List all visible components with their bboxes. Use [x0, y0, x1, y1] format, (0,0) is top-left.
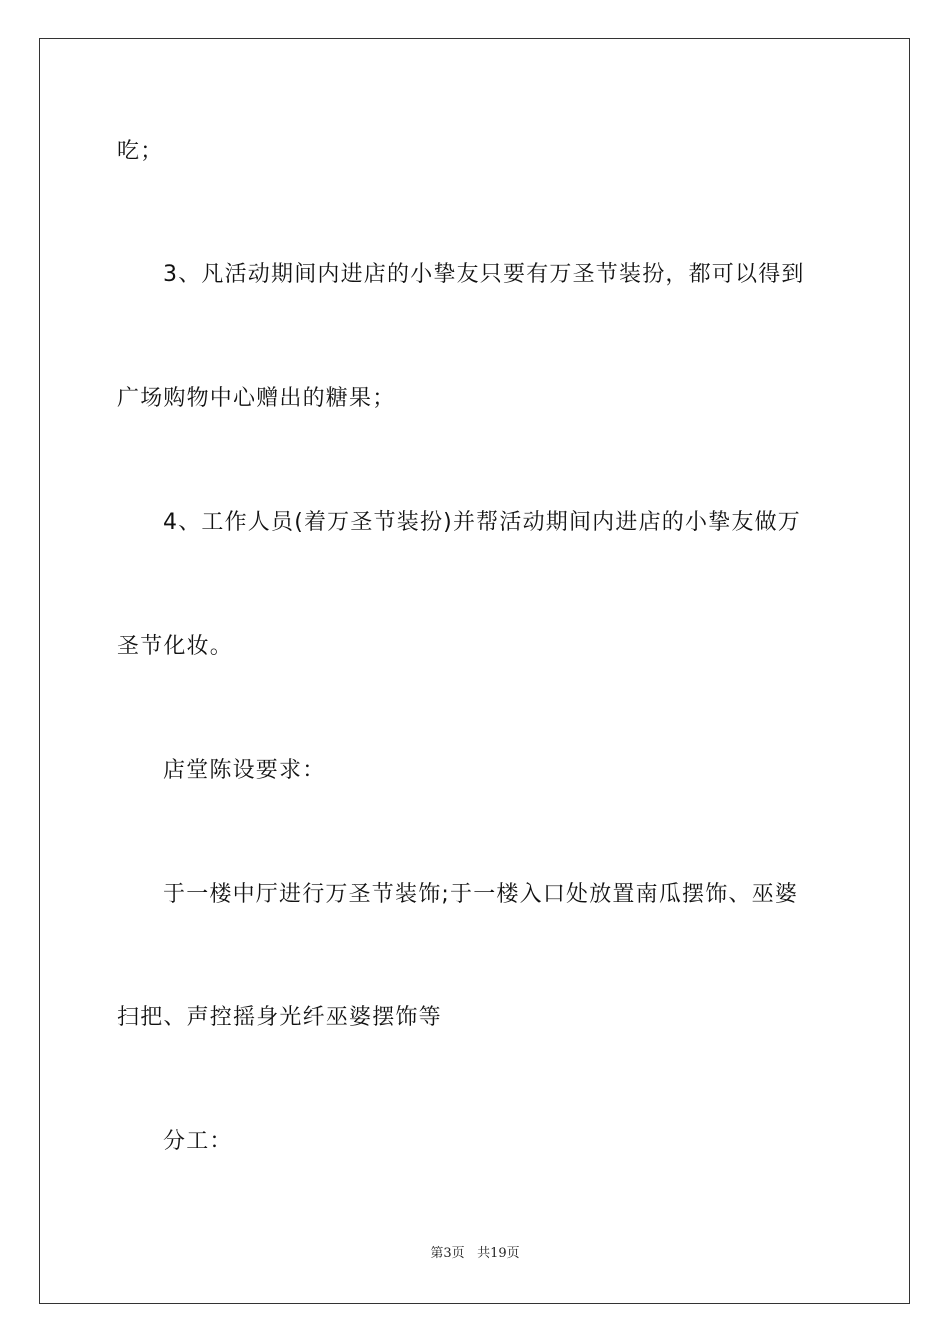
page-border [39, 38, 910, 1304]
page-number: 第3页 [430, 1246, 465, 1261]
text-line-5: 圣节化妆。 [117, 634, 234, 659]
text-line-2: 3、凡活动期间内进店的小挚友只要有万圣节装扮，都可以得到 [163, 262, 805, 287]
section-heading-division: 分工： [163, 1129, 233, 1154]
text-line-7: 于一楼中厅进行万圣节装饰;于一楼入口处放置南瓜摆饰、巫婆 [163, 882, 799, 907]
section-heading-decor: 店堂陈设要求： [163, 758, 326, 783]
text-line-3: 广场购物中心赠出的糖果； [117, 386, 396, 411]
text-line-1: 吃； [117, 139, 164, 164]
text-line-8: 扫把、声控摇身光纤巫婆摆饰等 [117, 1005, 442, 1030]
text-line-4: 4、工作人员(着万圣节装扮)并帮活动期间内进店的小挚友做万 [163, 510, 801, 535]
page-footer [0, 1245, 950, 1263]
page-total: 共19页 [477, 1246, 520, 1261]
